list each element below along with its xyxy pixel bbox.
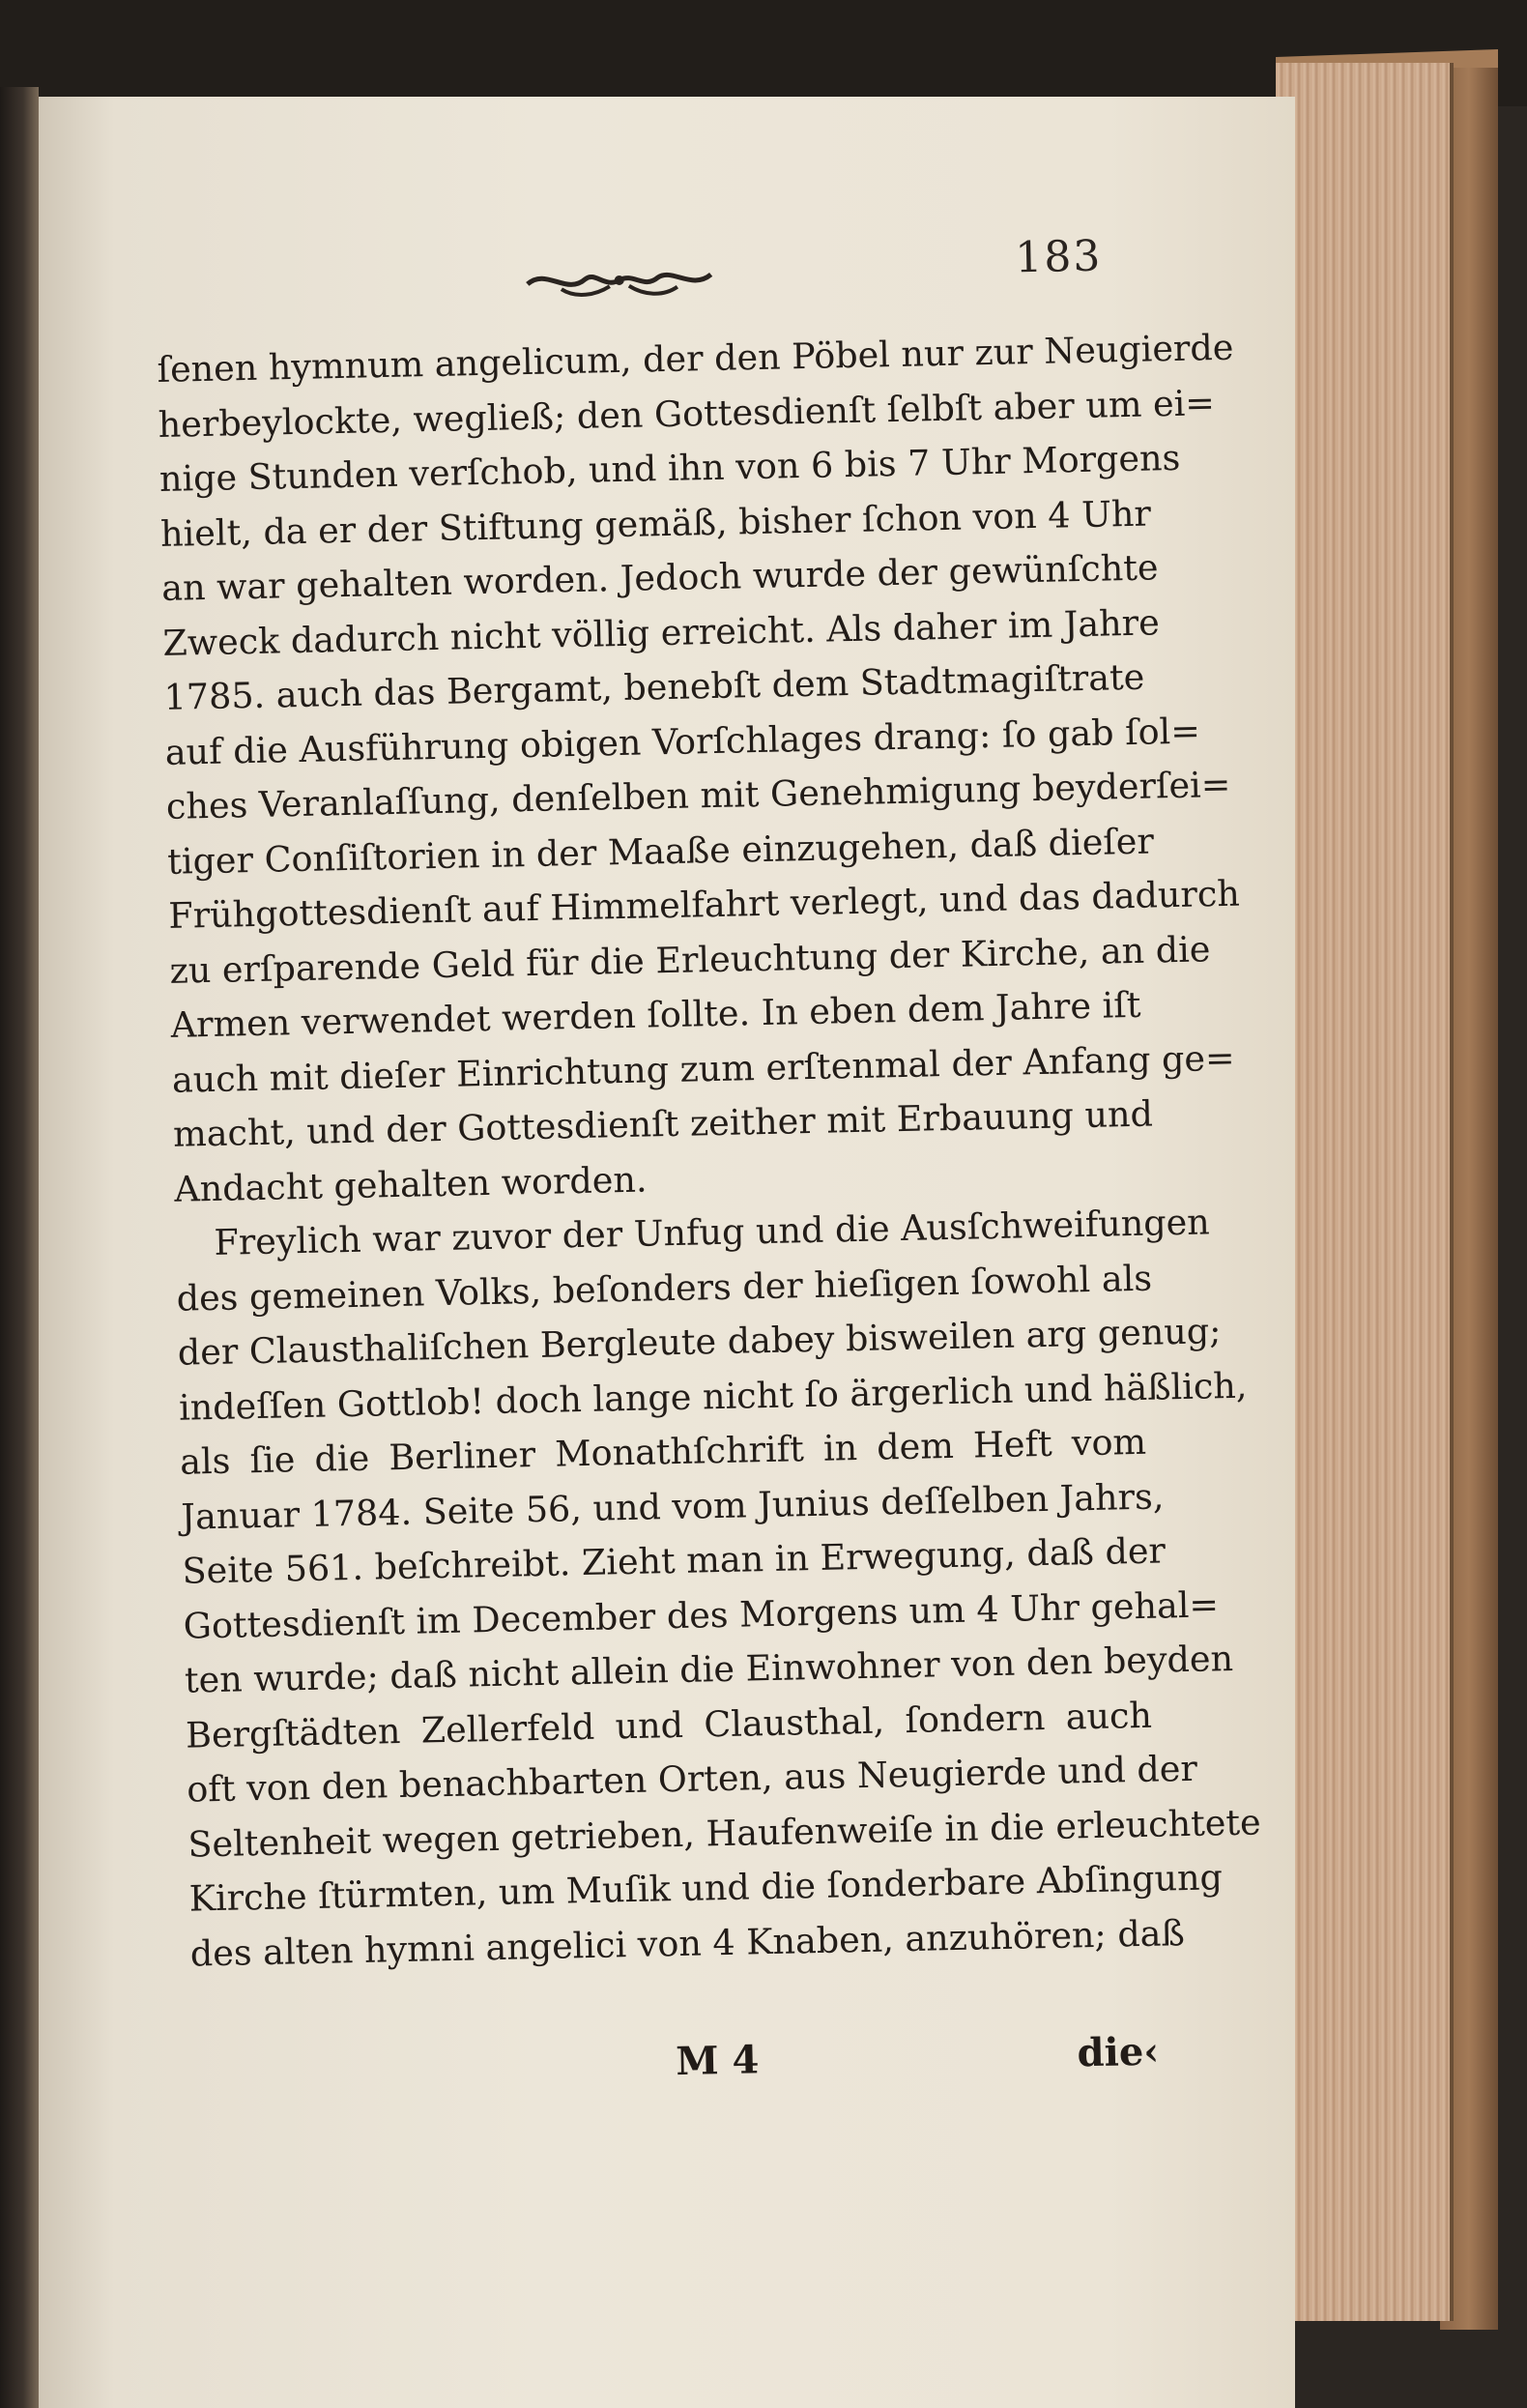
text-line: zu erſparende Geld für die Erleuchtung der Kirche, an die — [169, 927, 1211, 992]
text-line: Seite 561. beſchreibt. Zieht man in Erwegung, daß der — [182, 1529, 1167, 1592]
catchword: die‹ — [1077, 2028, 1160, 2076]
text-line: an war gehalten worden. Jedoch wurde der gewünſchte — [160, 546, 1159, 609]
text-line: Januar 1784. Seite 56, und vom Junius deſſelben Jahrs, — [180, 1474, 1165, 1538]
text-line: Gottesdienſt im December des Morgens um 4 Uhr gehal= — [183, 1582, 1220, 1647]
text-line: Zweck dadurch nicht völlig erreicht. Als daher im Jahre — [162, 600, 1161, 664]
text-line: auch mit dieſer Einrichtung zum erſtenmal der Anfang ge= — [171, 1036, 1236, 1101]
paragraph-2 — [175, 1197, 1262, 1982]
text-line: als ſie die Berliner Monathſchrift in dem Heft vom — [179, 1420, 1147, 1483]
text-line: ches Veranlaſſung, denſelben mit Genehmigung beyderſei= — [165, 763, 1231, 827]
paragraph-1 — [157, 323, 1241, 1217]
book-page — [39, 97, 1295, 2408]
text-line: Armen verwendet werden ſollte. In eben dem Jahre iſt — [170, 983, 1141, 1046]
text-line: des gemeinen Volks, beſonders der hieſigen ſowohl als — [176, 1257, 1153, 1320]
text-line: Seltenheit wegen getrieben, Haufenweiſe in die erleuchtete — [187, 1800, 1262, 1866]
signature-mark: M 4 — [675, 2037, 760, 2085]
text-line: Andacht gehalten worden. — [173, 1158, 648, 1210]
body-text — [157, 323, 1262, 1982]
text-line: Frühgottesdienſt auf Himmelfahrt verlegt, und das dadurch — [167, 872, 1241, 937]
text-line: hielt, da er der Stiftung gemäß, bisher ſchon von 4 Uhr — [159, 491, 1152, 555]
page-edges — [1276, 63, 1454, 2321]
page-number: 183 — [1014, 231, 1103, 283]
text-line: der Clausthaliſchen Bergleute dabey bisweilen arg genug; — [177, 1310, 1222, 1374]
text-line: des alten hymni angelici von 4 Knaben, anzuhören; daß — [189, 1911, 1186, 1975]
text-line: tiger Conſiſtorien in der Maaße einzugehen, daß dieſer — [166, 819, 1155, 883]
text-line: nige Stunden verſchob, und ihn von 6 bis 7 Uhr Morgens — [158, 436, 1181, 500]
text-line: Kirche ſtürmten, um Muſik und die ſonderbare Abſingung — [188, 1856, 1224, 1920]
text-line: oft von den benachbarten Orten, aus Neugierde und der — [186, 1747, 1198, 1811]
text-line: Freylich war zuvor der Unfug und die Ausſchweifungen — [214, 1201, 1211, 1263]
text-line: macht, und der Gottesdienſt zeither mit Erbauung und — [172, 1092, 1154, 1155]
left-book-cover — [0, 87, 39, 2408]
text-line: indeſſen Gottlob! doch lange nicht ſo ärgerlich und häßlich, — [178, 1364, 1248, 1429]
ornament-headpiece-icon — [522, 259, 716, 302]
text-line: 1785. auch das Bergamt, benebſt dem Stadtmagiſtrate — [163, 655, 1145, 718]
text-line: herbeylockte, wegließ; den Gottesdienſt ſelbſt aber um ei= — [158, 381, 1216, 446]
page-footer — [192, 2029, 1160, 2107]
text-line: ſenen hymnum angelicum, der den Pöbel nur zur Neugierde — [157, 326, 1234, 391]
text-line: auf die Ausführung obigen Vorſchlages drang: ſo gab ſol= — [164, 709, 1201, 773]
text-line: ten wurde; daß nicht allein die Einwohner von den beyden — [184, 1637, 1234, 1701]
text-line: Bergſtädten Zellerfeld und Clausthal, ſondern auch — [185, 1694, 1153, 1756]
text-block — [155, 231, 1262, 2185]
